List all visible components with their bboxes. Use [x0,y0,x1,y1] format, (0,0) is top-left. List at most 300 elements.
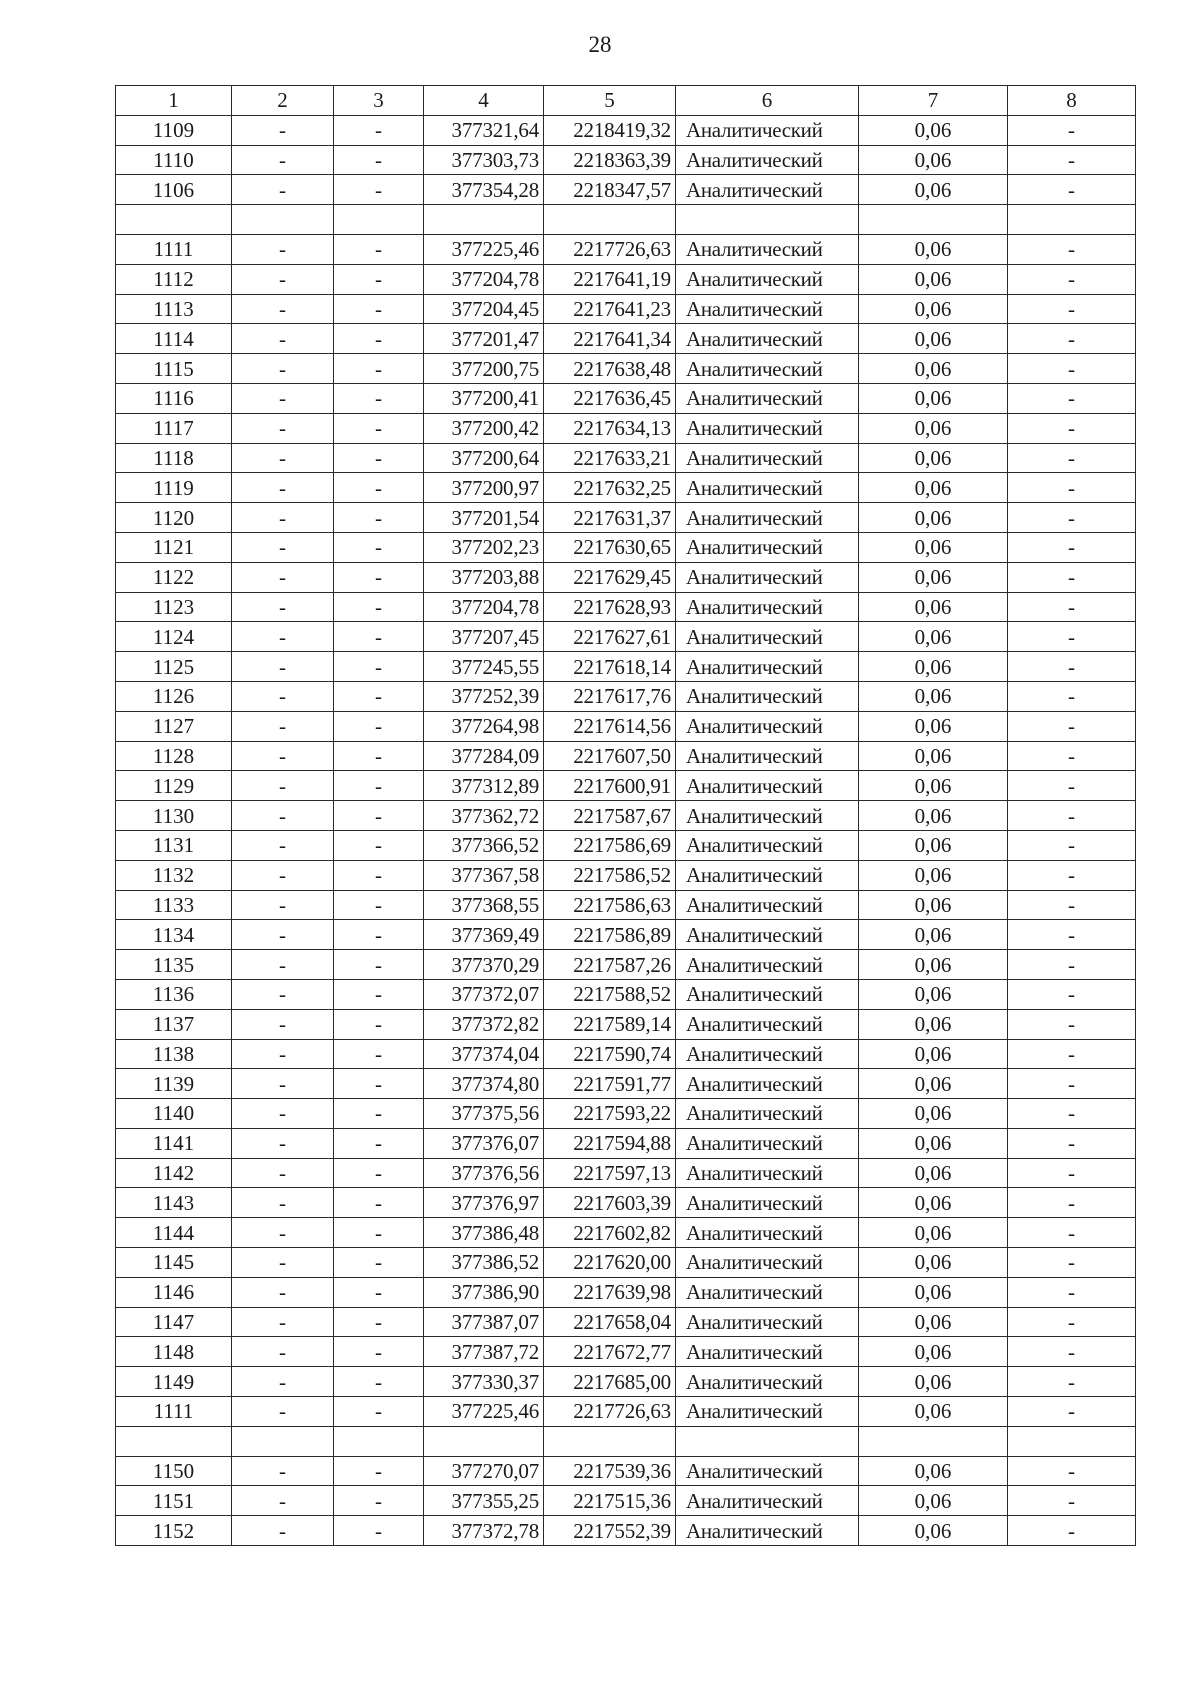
method-cell: Аналитический [676,234,859,264]
method-cell: Аналитический [676,264,859,294]
col8-cell: - [1008,1456,1136,1486]
y-coordinate-cell: 2217594,88 [544,1128,676,1158]
col8-cell: - [1008,1099,1136,1129]
col2-cell: - [232,711,334,741]
point-number-cell: 1110 [116,145,232,175]
x-coordinate-cell: 377321,64 [424,115,544,145]
x-coordinate-cell: 377312,89 [424,771,544,801]
table-row [116,562,1136,592]
accuracy-cell: 0,06 [859,294,1008,324]
col2-cell [232,1426,334,1456]
table-row [116,830,1136,860]
x-coordinate-cell: 377200,75 [424,354,544,384]
point-number-cell: 1117 [116,413,232,443]
accuracy-cell: 0,06 [859,1009,1008,1039]
y-coordinate-cell: 2217617,76 [544,681,676,711]
method-cell: Аналитический [676,1486,859,1516]
x-coordinate-cell [424,1426,544,1456]
accuracy-cell: 0,06 [859,234,1008,264]
col3-cell: - [334,532,424,562]
col8-cell: - [1008,801,1136,831]
col2-cell: - [232,562,334,592]
y-coordinate-cell: 2217630,65 [544,532,676,562]
col3-cell: - [334,234,424,264]
accuracy-cell: 0,06 [859,1099,1008,1129]
table-row [116,1426,1136,1456]
y-coordinate-cell: 2217588,52 [544,979,676,1009]
col8-cell: - [1008,741,1136,771]
column-header: 2 [232,86,334,116]
x-coordinate-cell: 377387,07 [424,1307,544,1337]
x-coordinate-cell: 377372,07 [424,979,544,1009]
y-coordinate-cell: 2217726,63 [544,234,676,264]
col8-cell: - [1008,622,1136,652]
accuracy-cell: 0,06 [859,920,1008,950]
table-row [116,1277,1136,1307]
col3-cell: - [334,1158,424,1188]
accuracy-cell: 0,06 [859,1337,1008,1367]
col3-cell: - [334,324,424,354]
col3-cell: - [334,473,424,503]
col2-cell: - [232,532,334,562]
method-cell: Аналитический [676,1456,859,1486]
col8-cell: - [1008,860,1136,890]
accuracy-cell: 0,06 [859,1277,1008,1307]
col8-cell: - [1008,383,1136,413]
method-cell: Аналитический [676,652,859,682]
col2-cell: - [232,1158,334,1188]
table-row [116,801,1136,831]
y-coordinate-cell: 2218419,32 [544,115,676,145]
x-coordinate-cell: 377354,28 [424,175,544,205]
col2-cell: - [232,1218,334,1248]
accuracy-cell: 0,06 [859,801,1008,831]
accuracy-cell: 0,06 [859,562,1008,592]
table-row [116,920,1136,950]
table-row [116,1337,1136,1367]
y-coordinate-cell: 2217641,19 [544,264,676,294]
col2-cell: - [232,1039,334,1069]
x-coordinate-cell: 377200,97 [424,473,544,503]
col2-cell: - [232,681,334,711]
accuracy-cell: 0,06 [859,383,1008,413]
table-row [116,1099,1136,1129]
col8-cell: - [1008,175,1136,205]
col3-cell: - [334,592,424,622]
col8-cell: - [1008,503,1136,533]
y-coordinate-cell: 2217631,37 [544,503,676,533]
x-coordinate-cell: 377204,45 [424,294,544,324]
table-row [116,711,1136,741]
table-row [116,592,1136,622]
y-coordinate-cell: 2217587,26 [544,950,676,980]
y-coordinate-cell: 2217593,22 [544,1099,676,1129]
point-number-cell: 1139 [116,1069,232,1099]
point-number-cell: 1128 [116,741,232,771]
col8-cell: - [1008,562,1136,592]
y-coordinate-cell: 2217634,13 [544,413,676,443]
method-cell: Аналитический [676,1307,859,1337]
col3-cell [334,205,424,235]
y-coordinate-cell: 2217726,63 [544,1397,676,1427]
x-coordinate-cell: 377375,56 [424,1099,544,1129]
x-coordinate-cell: 377376,07 [424,1128,544,1158]
col2-cell: - [232,1516,334,1546]
col2-cell: - [232,383,334,413]
method-cell: Аналитический [676,1337,859,1367]
col8-cell: - [1008,354,1136,384]
col3-cell: - [334,711,424,741]
method-cell: Аналитический [676,950,859,980]
col2-cell: - [232,324,334,354]
x-coordinate-cell: 377386,52 [424,1248,544,1278]
accuracy-cell: 0,06 [859,1516,1008,1546]
method-cell: Аналитический [676,920,859,950]
col2-cell: - [232,652,334,682]
col8-cell: - [1008,1218,1136,1248]
y-coordinate-cell: 2217641,23 [544,294,676,324]
col8-cell: - [1008,473,1136,503]
method-cell: Аналитический [676,860,859,890]
y-coordinate-cell: 2217602,82 [544,1218,676,1248]
accuracy-cell: 0,06 [859,473,1008,503]
col2-cell: - [232,1397,334,1427]
col3-cell: - [334,115,424,145]
table-row [116,1456,1136,1486]
col8-cell: - [1008,115,1136,145]
accuracy-cell: 0,06 [859,771,1008,801]
point-number-cell: 1106 [116,175,232,205]
method-cell: Аналитический [676,175,859,205]
col2-cell: - [232,503,334,533]
y-coordinate-cell [544,205,676,235]
col2-cell [232,205,334,235]
col2-cell: - [232,890,334,920]
method-cell: Аналитический [676,1099,859,1129]
col2-cell: - [232,413,334,443]
accuracy-cell: 0,06 [859,264,1008,294]
x-coordinate-cell: 377200,42 [424,413,544,443]
x-coordinate-cell [424,205,544,235]
point-number-cell: 1152 [116,1516,232,1546]
table-row [116,1516,1136,1546]
col8-cell: - [1008,771,1136,801]
point-number-cell: 1144 [116,1218,232,1248]
y-coordinate-cell: 2217515,36 [544,1486,676,1516]
method-cell: Аналитический [676,711,859,741]
y-coordinate-cell: 2217597,13 [544,1158,676,1188]
table-row [116,532,1136,562]
point-number-cell: 1129 [116,771,232,801]
col8-cell: - [1008,294,1136,324]
col8-cell: - [1008,681,1136,711]
table-row [116,145,1136,175]
col8-cell: - [1008,890,1136,920]
table-row [116,652,1136,682]
method-cell: Аналитический [676,890,859,920]
y-coordinate-cell: 2217658,04 [544,1307,676,1337]
col3-cell: - [334,1099,424,1129]
col8-cell: - [1008,592,1136,622]
accuracy-cell: 0,06 [859,711,1008,741]
point-number-cell: 1121 [116,532,232,562]
x-coordinate-cell: 377386,90 [424,1277,544,1307]
point-number-cell: 1150 [116,1456,232,1486]
method-cell: Аналитический [676,324,859,354]
col8-cell: - [1008,711,1136,741]
method-cell: Аналитический [676,354,859,384]
x-coordinate-cell: 377387,72 [424,1337,544,1367]
table-row [116,741,1136,771]
point-number-cell: 1148 [116,1337,232,1367]
col3-cell: - [334,771,424,801]
col2-cell: - [232,354,334,384]
point-number-cell [116,1426,232,1456]
col2-cell: - [232,801,334,831]
table-row [116,681,1136,711]
col3-cell: - [334,652,424,682]
x-coordinate-cell: 377330,37 [424,1367,544,1397]
method-cell: Аналитический [676,830,859,860]
accuracy-cell: 0,06 [859,1039,1008,1069]
point-number-cell: 1122 [116,562,232,592]
method-cell: Аналитический [676,979,859,1009]
method-cell: Аналитический [676,1367,859,1397]
y-coordinate-cell: 2217628,93 [544,592,676,622]
accuracy-cell: 0,06 [859,979,1008,1009]
x-coordinate-cell: 377202,23 [424,532,544,562]
point-number-cell: 1141 [116,1128,232,1158]
point-number-cell: 1112 [116,264,232,294]
col2-cell: - [232,473,334,503]
accuracy-cell: 0,06 [859,1218,1008,1248]
col2-cell: - [232,592,334,622]
method-cell: Аналитический [676,503,859,533]
col8-cell [1008,1426,1136,1456]
y-coordinate-cell: 2217607,50 [544,741,676,771]
col3-cell: - [334,860,424,890]
col3-cell: - [334,413,424,443]
method-cell [676,205,859,235]
point-number-cell: 1143 [116,1188,232,1218]
col8-cell: - [1008,1248,1136,1278]
col3-cell: - [334,1337,424,1367]
point-number-cell: 1123 [116,592,232,622]
table-row [116,264,1136,294]
col3-cell: - [334,145,424,175]
col2-cell: - [232,741,334,771]
accuracy-cell: 0,06 [859,1456,1008,1486]
y-coordinate-cell: 2217638,48 [544,354,676,384]
method-cell: Аналитический [676,1069,859,1099]
x-coordinate-cell: 377372,78 [424,1516,544,1546]
accuracy-cell: 0,06 [859,1486,1008,1516]
col2-cell: - [232,443,334,473]
col2-cell: - [232,1486,334,1516]
accuracy-cell [859,205,1008,235]
table-row [116,115,1136,145]
accuracy-cell: 0,06 [859,830,1008,860]
table-row [116,354,1136,384]
point-number-cell: 1131 [116,830,232,860]
y-coordinate-cell: 2217552,39 [544,1516,676,1546]
col3-cell: - [334,830,424,860]
table-row [116,205,1136,235]
y-coordinate-cell: 2217636,45 [544,383,676,413]
x-coordinate-cell: 377252,39 [424,681,544,711]
x-coordinate-cell: 377376,56 [424,1158,544,1188]
col3-cell: - [334,950,424,980]
column-header: 3 [334,86,424,116]
col3-cell [334,1426,424,1456]
method-cell: Аналитический [676,741,859,771]
col3-cell: - [334,562,424,592]
y-coordinate-cell: 2217603,39 [544,1188,676,1218]
y-coordinate-cell: 2217639,98 [544,1277,676,1307]
x-coordinate-cell: 377201,47 [424,324,544,354]
col3-cell: - [334,1456,424,1486]
method-cell: Аналитический [676,1128,859,1158]
accuracy-cell: 0,06 [859,1397,1008,1427]
col8-cell: - [1008,1486,1136,1516]
point-number-cell: 1109 [116,115,232,145]
column-header: 6 [676,86,859,116]
col8-cell: - [1008,920,1136,950]
col3-cell: - [334,1009,424,1039]
point-number-cell: 1113 [116,294,232,324]
y-coordinate-cell: 2218347,57 [544,175,676,205]
point-number-cell: 1111 [116,1397,232,1427]
x-coordinate-cell: 377369,49 [424,920,544,950]
accuracy-cell: 0,06 [859,503,1008,533]
x-coordinate-cell: 377366,52 [424,830,544,860]
col3-cell: - [334,1516,424,1546]
table-row [116,383,1136,413]
method-cell: Аналитический [676,413,859,443]
col8-cell: - [1008,1307,1136,1337]
y-coordinate-cell: 2217591,77 [544,1069,676,1099]
col3-cell: - [334,1218,424,1248]
col2-cell: - [232,920,334,950]
col2-cell: - [232,1128,334,1158]
y-coordinate-cell: 2217633,21 [544,443,676,473]
accuracy-cell: 0,06 [859,1128,1008,1158]
accuracy-cell: 0,06 [859,175,1008,205]
col3-cell: - [334,1248,424,1278]
point-number-cell: 1134 [116,920,232,950]
col2-cell: - [232,622,334,652]
method-cell: Аналитический [676,1248,859,1278]
point-number-cell: 1114 [116,324,232,354]
method-cell: Аналитический [676,443,859,473]
col2-cell: - [232,294,334,324]
accuracy-cell: 0,06 [859,1188,1008,1218]
x-coordinate-cell: 377362,72 [424,801,544,831]
table-row [116,1248,1136,1278]
table-header [116,86,1136,116]
point-number-cell: 1115 [116,354,232,384]
point-number-cell: 1111 [116,234,232,264]
x-coordinate-cell: 377207,45 [424,622,544,652]
y-coordinate-cell: 2217586,89 [544,920,676,950]
table-row [116,890,1136,920]
column-header: 1 [116,86,232,116]
y-coordinate-cell: 2217629,45 [544,562,676,592]
y-coordinate-cell: 2217587,67 [544,801,676,831]
col2-cell: - [232,1456,334,1486]
method-cell: Аналитический [676,562,859,592]
accuracy-cell: 0,06 [859,622,1008,652]
column-header: 4 [424,86,544,116]
col8-cell: - [1008,652,1136,682]
y-coordinate-cell: 2217600,91 [544,771,676,801]
col3-cell: - [334,294,424,324]
col3-cell: - [334,443,424,473]
col2-cell: - [232,1069,334,1099]
accuracy-cell: 0,06 [859,681,1008,711]
col2-cell: - [232,264,334,294]
col3-cell: - [334,1188,424,1218]
point-number-cell: 1118 [116,443,232,473]
col3-cell: - [334,1128,424,1158]
col8-cell: - [1008,1337,1136,1367]
col3-cell: - [334,741,424,771]
method-cell: Аналитический [676,592,859,622]
col8-cell: - [1008,234,1136,264]
method-cell: Аналитический [676,145,859,175]
table-row [116,1486,1136,1516]
method-cell: Аналитический [676,622,859,652]
col2-cell: - [232,1009,334,1039]
col2-cell: - [232,145,334,175]
method-cell: Аналитический [676,1039,859,1069]
table-row [116,1009,1136,1039]
point-number-cell: 1135 [116,950,232,980]
table-row [116,860,1136,890]
method-cell [676,1426,859,1456]
col2-cell: - [232,1307,334,1337]
method-cell: Аналитический [676,771,859,801]
col8-cell: - [1008,1158,1136,1188]
y-coordinate-cell: 2217586,63 [544,890,676,920]
table-row [116,1397,1136,1427]
col3-cell: - [334,1397,424,1427]
col3-cell: - [334,1069,424,1099]
col2-cell: - [232,771,334,801]
x-coordinate-cell: 377376,97 [424,1188,544,1218]
col8-cell: - [1008,1069,1136,1099]
x-coordinate-cell: 377225,46 [424,1397,544,1427]
x-coordinate-cell: 377270,07 [424,1456,544,1486]
accuracy-cell: 0,06 [859,1367,1008,1397]
point-number-cell: 1125 [116,652,232,682]
point-number-cell: 1116 [116,383,232,413]
table-row [116,294,1136,324]
point-number-cell: 1124 [116,622,232,652]
col3-cell: - [334,354,424,384]
table-row [116,503,1136,533]
table-row [116,473,1136,503]
accuracy-cell: 0,06 [859,532,1008,562]
y-coordinate-cell: 2217641,34 [544,324,676,354]
method-cell: Аналитический [676,294,859,324]
method-cell: Аналитический [676,1397,859,1427]
table-row [116,950,1136,980]
point-number-cell: 1126 [116,681,232,711]
col2-cell: - [232,950,334,980]
col8-cell [1008,205,1136,235]
y-coordinate-cell: 2217618,14 [544,652,676,682]
